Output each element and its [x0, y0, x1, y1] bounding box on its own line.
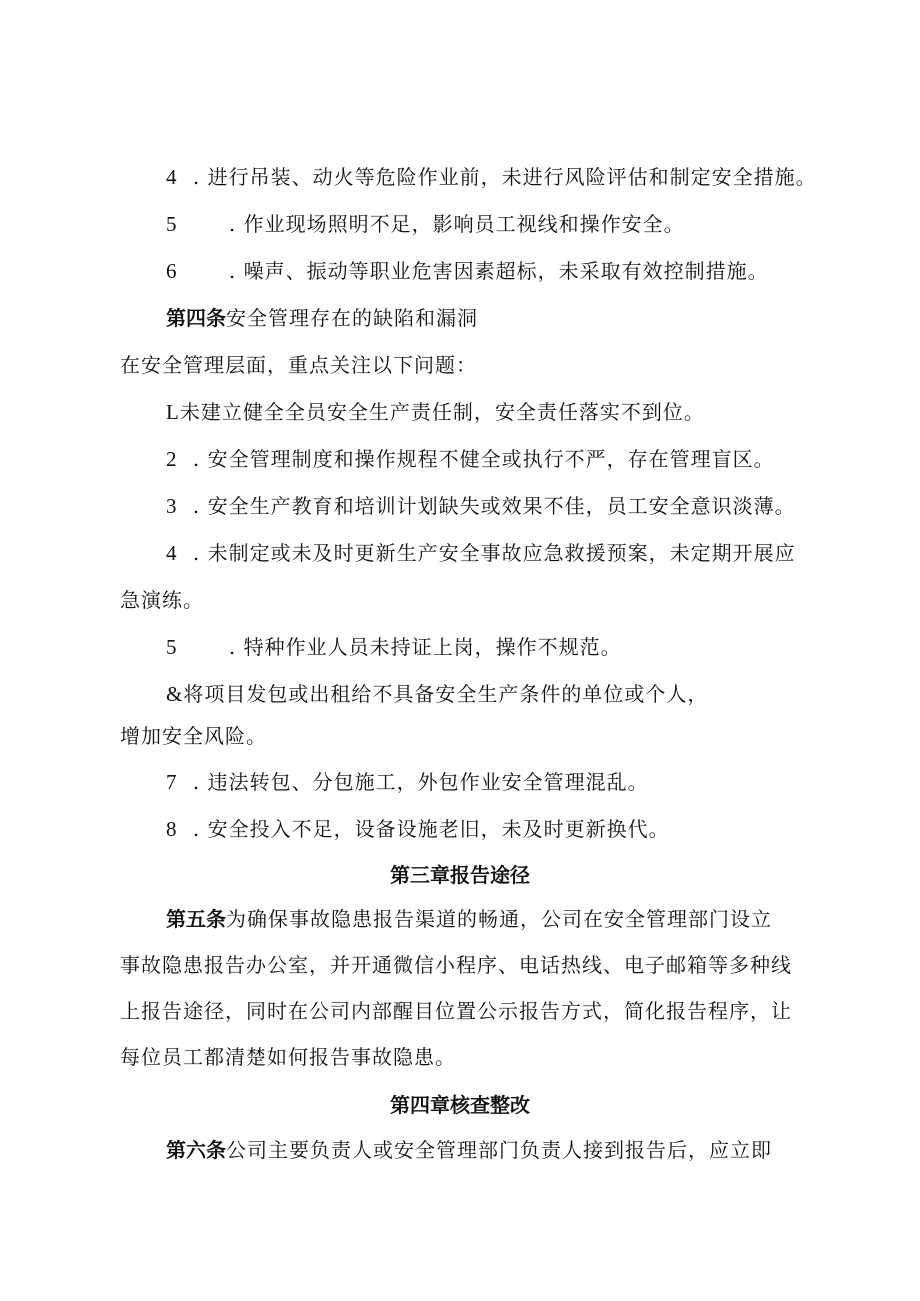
item-number: & [166, 682, 184, 706]
list-item [166, 632, 622, 662]
item-text: 噪声、振动等职业危害因素超标，未采取有效控制措施。 [243, 259, 769, 283]
item-number: 5 [166, 635, 178, 659]
article-label: 第五条 [166, 907, 226, 931]
list-item [166, 814, 670, 844]
item-text: 安全生产教育和培训计划缺失或效果不佳，员工安全意识淡薄。 [207, 494, 796, 518]
article-paragraph [166, 904, 772, 934]
list-item [166, 209, 685, 239]
list-item [166, 256, 769, 286]
item-separator: . [228, 212, 237, 236]
list-item [166, 679, 708, 709]
item-separator: . [192, 494, 201, 518]
list-item [166, 444, 775, 474]
item-separator: . [228, 259, 237, 283]
item-text: 安全管理制度和操作规程不健全或执行不严，存在管理盲区。 [207, 447, 775, 471]
list-item [166, 538, 796, 568]
item-separator: . [192, 770, 201, 794]
item-separator: . [192, 817, 201, 841]
item-text: 将项目发包或出租给不具备安全生产条件的单位或个人， [183, 682, 709, 706]
chapter-heading: 第三章报告途径 [390, 863, 530, 887]
item-text: 未建立健全全员安全生产责任制，安全责任落实不到位。 [179, 400, 705, 424]
item-number: 3 [166, 494, 178, 518]
item-number: 2 [166, 447, 178, 471]
item-separator: . [192, 447, 201, 471]
item-number: 4 [166, 165, 178, 189]
article-label: 第四条 [166, 306, 226, 330]
item-number: L [166, 400, 180, 424]
article-label: 第六条 [166, 1138, 226, 1162]
item-text: 进行吊装、动火等危险作业前，未进行风险评估和制定安全措施。 [207, 165, 817, 189]
item-text: 安全投入不足，设备设施老旧，未及时更新换代。 [207, 817, 670, 841]
item-number: 8 [166, 817, 178, 841]
item-text: 违法转包、分包施工，外包作业安全管理混乱。 [207, 770, 649, 794]
item-text: 未制定或未及时更新生产安全事故应急救援预案，未定期开展应 [207, 541, 796, 565]
item-continuation: 急演练。 [120, 588, 204, 612]
list-item [166, 397, 705, 427]
item-text: 特种作业人员未持证上岗，操作不规范。 [243, 635, 622, 659]
article-text: 公司主要负责人或安全管理部门负责人接到报告后，应立即 [226, 1138, 772, 1162]
article-heading [166, 303, 478, 333]
item-text: 作业现场照明不足，影响员工视线和操作安全。 [243, 212, 685, 236]
article-text-line: 上报告途径，同时在公司内部醒目位置公示报告方式，简化报告程序，让 [120, 999, 792, 1023]
paragraph: 在安全管理层面，重点关注以下问题： [120, 353, 477, 377]
chapter-heading: 第四章核查整改 [390, 1093, 530, 1117]
list-item [166, 162, 817, 192]
item-separator: . [192, 541, 201, 565]
article-paragraph [166, 1135, 772, 1165]
item-number: 6 [166, 259, 178, 283]
item-separator: . [192, 165, 201, 189]
list-item [166, 767, 649, 797]
article-title: 安全管理存在的缺陷和漏洞 [226, 306, 478, 330]
article-text: 为确保事故隐患报告渠道的畅通，公司在安全管理部门设立 [226, 907, 772, 931]
item-continuation: 增加安全风险。 [120, 724, 267, 748]
item-separator: . [228, 635, 237, 659]
item-number: 4 [166, 541, 178, 565]
item-number: 7 [166, 770, 178, 794]
article-text-line: 每位员工都清楚如何报告事故隐患。 [120, 1045, 456, 1069]
article-text-line: 事故隐患报告办公室，并开通微信小程序、电话热线、电子邮箱等多种线 [120, 953, 792, 977]
list-item [166, 491, 796, 521]
item-number: 5 [166, 212, 178, 236]
